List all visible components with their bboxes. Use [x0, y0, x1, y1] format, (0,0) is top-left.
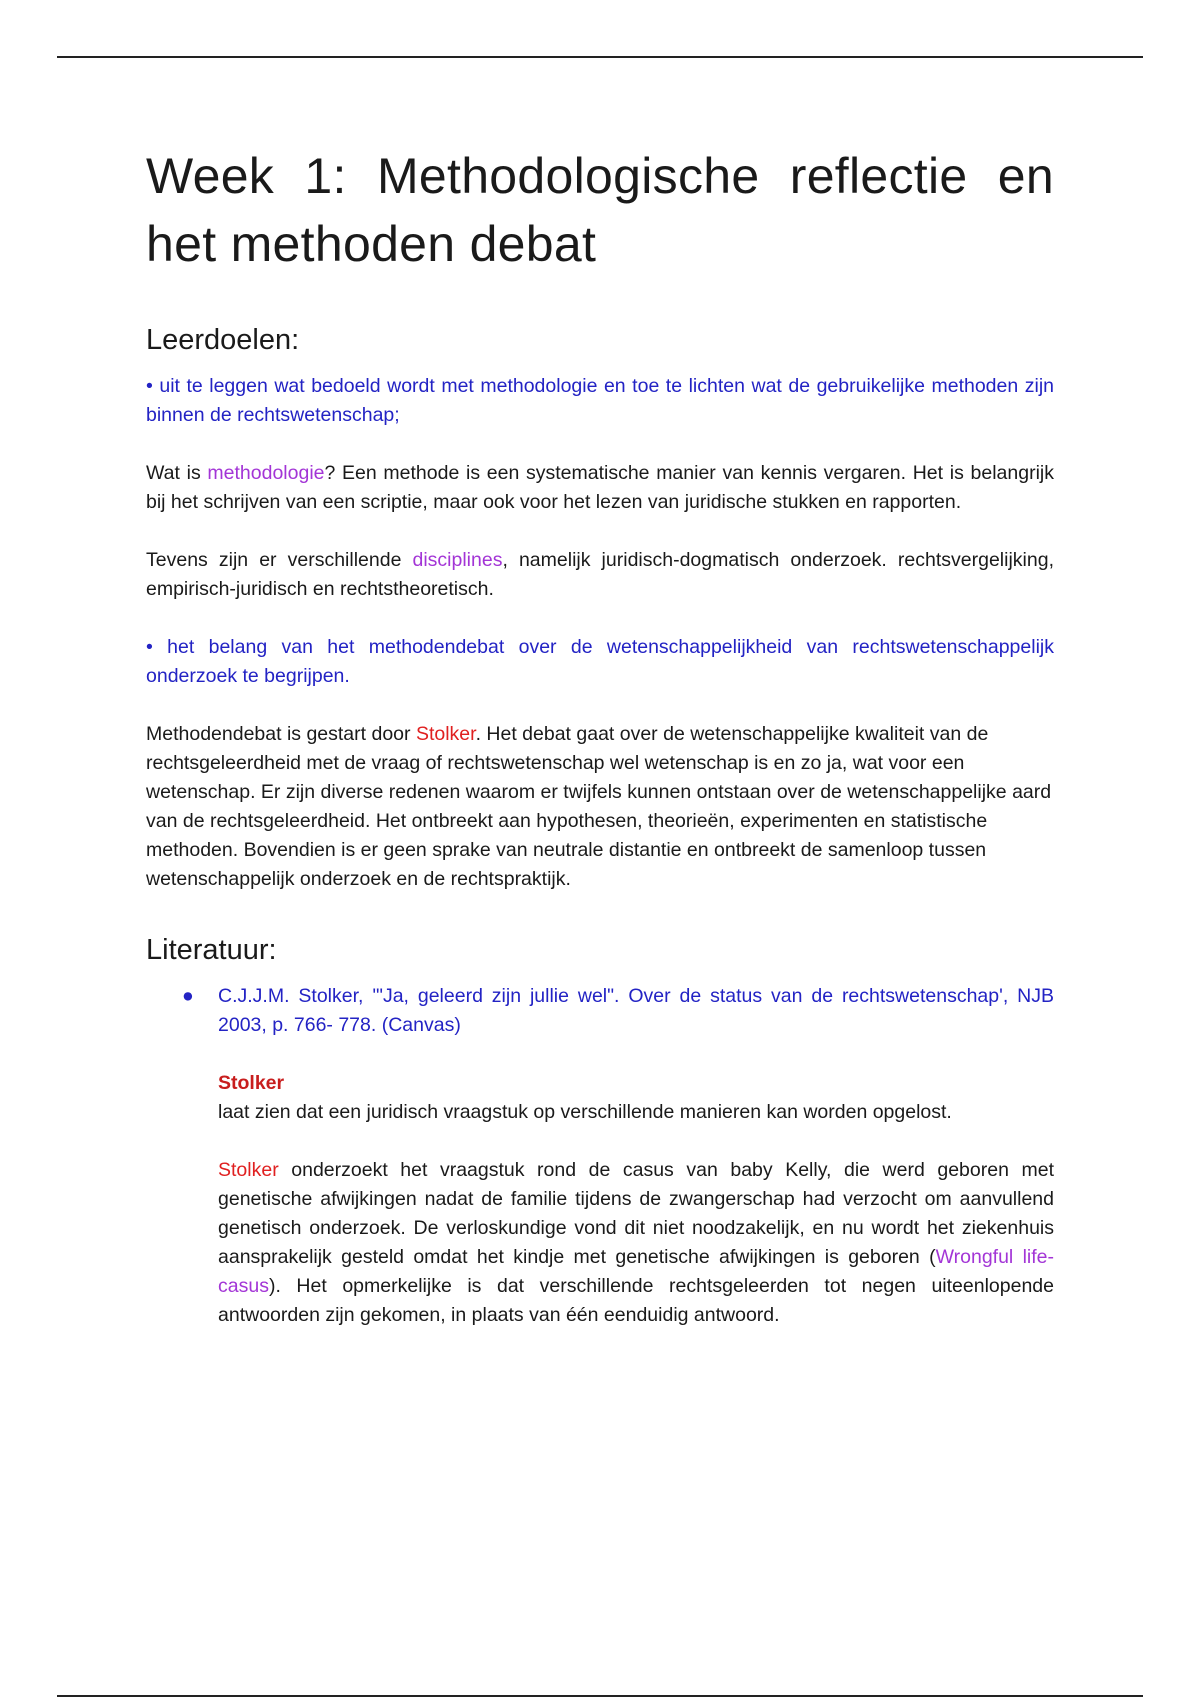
- learning-goal-2: • het belang van het methodendebat over de wetenschappelijkheid van rechtswetenschappelijk onderzoek te begrijpen.: [146, 636, 1054, 687]
- term-stolker: Stolker: [218, 1159, 279, 1181]
- paragraph-disciplines: [146, 546, 1054, 604]
- literature-reference: C.J.J.M. Stolker, '"Ja, geleerd zijn jullie wel". Over de status van de rechtswetenschap', NJB 2003, p. 766- 778. (Canvas): [218, 985, 1054, 1036]
- term-methodologie: methodologie: [207, 462, 325, 484]
- paragraph-baby-kelly: [218, 1156, 1054, 1330]
- term-stolker: Stolker: [415, 723, 476, 745]
- paragraph-text: onderzoekt het vraagstuk rond de casus van baby Kelly, die werd geboren met genetische afwijkingen nadat de familie tijdens de zwangerschap had verzocht om aanvullend genetisch onderzoek. De verloskundige vond dit niet noodzakelijk, en nu wordt het ziekenhuis aansprakelijk gesteld omdat het kindje met genetische afwijkingen is geboren (: [218, 1159, 1054, 1268]
- document-body: [146, 142, 1054, 1330]
- paragraph-text: ? Een methode is een systematische manier van kennis vergaren. Het is belangrijk bij het schrijven van een scriptie, maar ook voor het lezen van juridische stukken en rapporten.: [146, 462, 1054, 513]
- literatuur-heading: Literatuur:: [146, 934, 277, 966]
- stolker-heading: Stolker: [218, 1072, 285, 1094]
- term-disciplines: disciplines: [412, 549, 503, 571]
- paragraph-text: Wat is: [146, 462, 208, 484]
- paragraph-text: ). Het opmerkelijke is dat verschillende rechtsgeleerden tot negen uiteenlopende antwoorden zijn gekomen, in plaats van één eenduidig antwoord.: [218, 1275, 1054, 1326]
- literature-notes: [218, 1069, 1054, 1330]
- paragraph-text: , namelijk juridisch-dogmatisch onderzoek. rechtsvergelijking, empirisch-juridisch en rechtstheoretisch.: [146, 549, 1054, 600]
- header-rule: [57, 56, 1143, 58]
- paragraph-methodendebat: [146, 720, 1054, 894]
- stolker-summary: laat zien dat een juridisch vraagstuk op verschillende manieren kan worden opgelost.: [218, 1101, 952, 1123]
- leerdoelen-heading: Leerdoelen:: [146, 324, 300, 356]
- bullet-icon: ●: [182, 985, 194, 1007]
- learning-goal-1: • uit te leggen wat bedoeld wordt met methodologie en toe te lichten wat de gebruikelijke methoden zijn binnen de rechtswetenschap;: [146, 375, 1054, 426]
- paragraph-methodologie: [146, 459, 1054, 517]
- page-title: Week 1: Methodologische reflectie en het methoden debat: [146, 148, 1054, 272]
- list-item: [146, 982, 1054, 1040]
- term-wrongful-life: Wrongful life-casus: [218, 1246, 1054, 1297]
- literature-list: [146, 982, 1054, 1040]
- paragraph-text: Tevens zijn er verschillende: [146, 549, 413, 571]
- footer-rule: [57, 1695, 1143, 1697]
- paragraph-text: Methodendebat is gestart door: [146, 723, 416, 745]
- paragraph-text: . Het debat gaat over de wetenschappelijke kwaliteit van de rechtsgeleerdheid met de vraag of rechtswetenschap wel wetenschap is en zo ja, wat voor een wetenschap. Er zijn diverse redenen waarom er twijfels kunnen ontstaan over de wetenschappelijke aard van de rechtsgeleerdheid. Het ontbreekt aan hypothesen, theorieën, experimenten en statistische methoden. Bovendien is er geen sprake van neutrale distantie en ontbreekt de samenloop tussen wetenschappelijk onderzoek en de rechtspraktijk.: [146, 723, 1052, 890]
